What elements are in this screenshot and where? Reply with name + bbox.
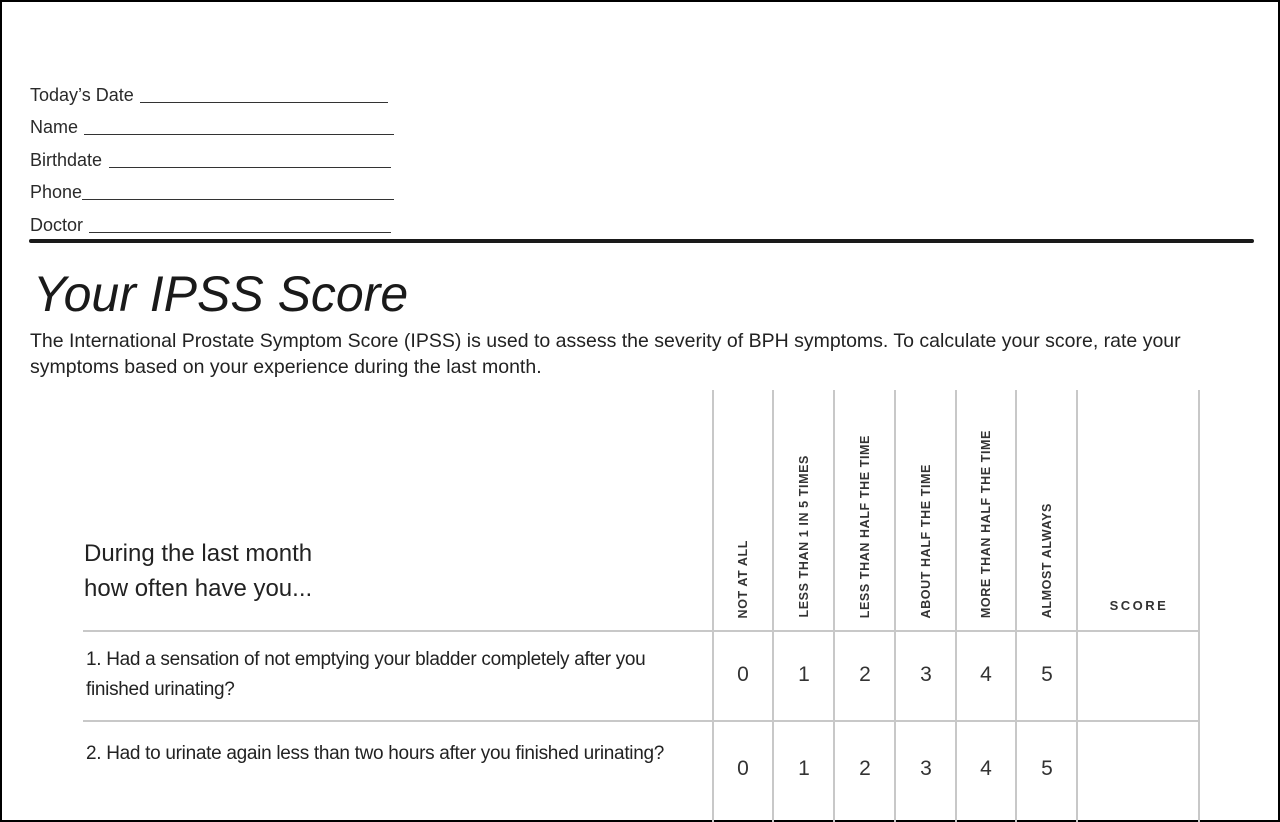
column-header-label: MORE THAN HALF THE TIME <box>979 429 993 618</box>
column-header-label: NOT AT ALL <box>736 539 750 618</box>
column-header-more-than-half <box>956 396 1016 618</box>
phone-label: Phone <box>30 182 83 202</box>
answer-option[interactable]: 2 <box>859 757 871 780</box>
answer-option[interactable]: 1 <box>798 663 810 686</box>
birthdate-label: Birthdate <box>30 150 103 170</box>
page-title: Your IPSS Score <box>33 266 409 322</box>
prompt-line-2: how often have you... <box>84 575 313 602</box>
todays-date-label: Today’s Date <box>30 85 134 105</box>
grid-line <box>83 720 1200 722</box>
name-field[interactable] <box>30 114 394 138</box>
name-label: Name <box>30 117 79 137</box>
answer-option[interactable]: 1 <box>798 757 810 780</box>
column-header-label: LESS THAN HALF THE TIME <box>858 434 872 618</box>
answer-option[interactable]: 5 <box>1041 663 1053 686</box>
answer-option[interactable]: 3 <box>920 757 932 780</box>
column-header-less-than-half <box>835 396 895 618</box>
column-header-score: SCORE <box>1109 598 1169 613</box>
answer-option[interactable]: 0 <box>737 757 749 780</box>
doctor-label: Doctor <box>30 215 84 235</box>
todays-date-input-line[interactable] <box>140 102 388 103</box>
column-header-label: ALMOST ALWAYS <box>1040 502 1054 618</box>
column-header-label: LESS THAN 1 IN 5 TIMES <box>797 455 811 618</box>
answer-option[interactable]: 0 <box>737 663 749 686</box>
column-header-about-half <box>896 396 956 618</box>
column-header-label: ABOUT HALF THE TIME <box>919 463 933 618</box>
question-1: 1. Had a sensation of not emptying your bladder completely after you finished urinating? <box>86 649 646 700</box>
answer-option[interactable]: 2 <box>859 663 871 686</box>
answer-option[interactable]: 5 <box>1041 757 1053 780</box>
grid-line <box>83 630 1200 632</box>
birthdate-field[interactable] <box>30 147 391 171</box>
question-2: 2. Had to urinate again less than two hours after you finished urinating? <box>86 743 665 764</box>
intro-paragraph: The International Prostate Symptom Score (IPSS) is used to assess the severity of BPH symptoms. To calculate your score, rate your symptoms based on your experience during the last month. <box>30 330 1181 378</box>
name-input-line[interactable] <box>84 134 394 135</box>
score-cell[interactable] <box>1078 663 1198 719</box>
doctor-field[interactable] <box>30 212 391 236</box>
answer-option[interactable]: 4 <box>980 757 992 780</box>
phone-input-line[interactable] <box>82 199 394 200</box>
column-header-almost-always <box>1017 396 1077 618</box>
column-header-less-than-1-in-5 <box>774 396 834 618</box>
section-divider <box>29 239 1254 243</box>
todays-date-field[interactable] <box>30 82 388 106</box>
answer-option[interactable]: 3 <box>920 663 932 686</box>
birthdate-input-line[interactable] <box>109 167 391 168</box>
doctor-input-line[interactable] <box>89 232 391 233</box>
phone-field[interactable] <box>30 179 394 203</box>
score-cell[interactable] <box>1078 757 1198 813</box>
column-header-not-at-all <box>713 396 773 618</box>
prompt-line-1: During the last month <box>84 540 313 567</box>
table-prompt <box>84 536 312 606</box>
answer-option[interactable]: 4 <box>980 663 992 686</box>
